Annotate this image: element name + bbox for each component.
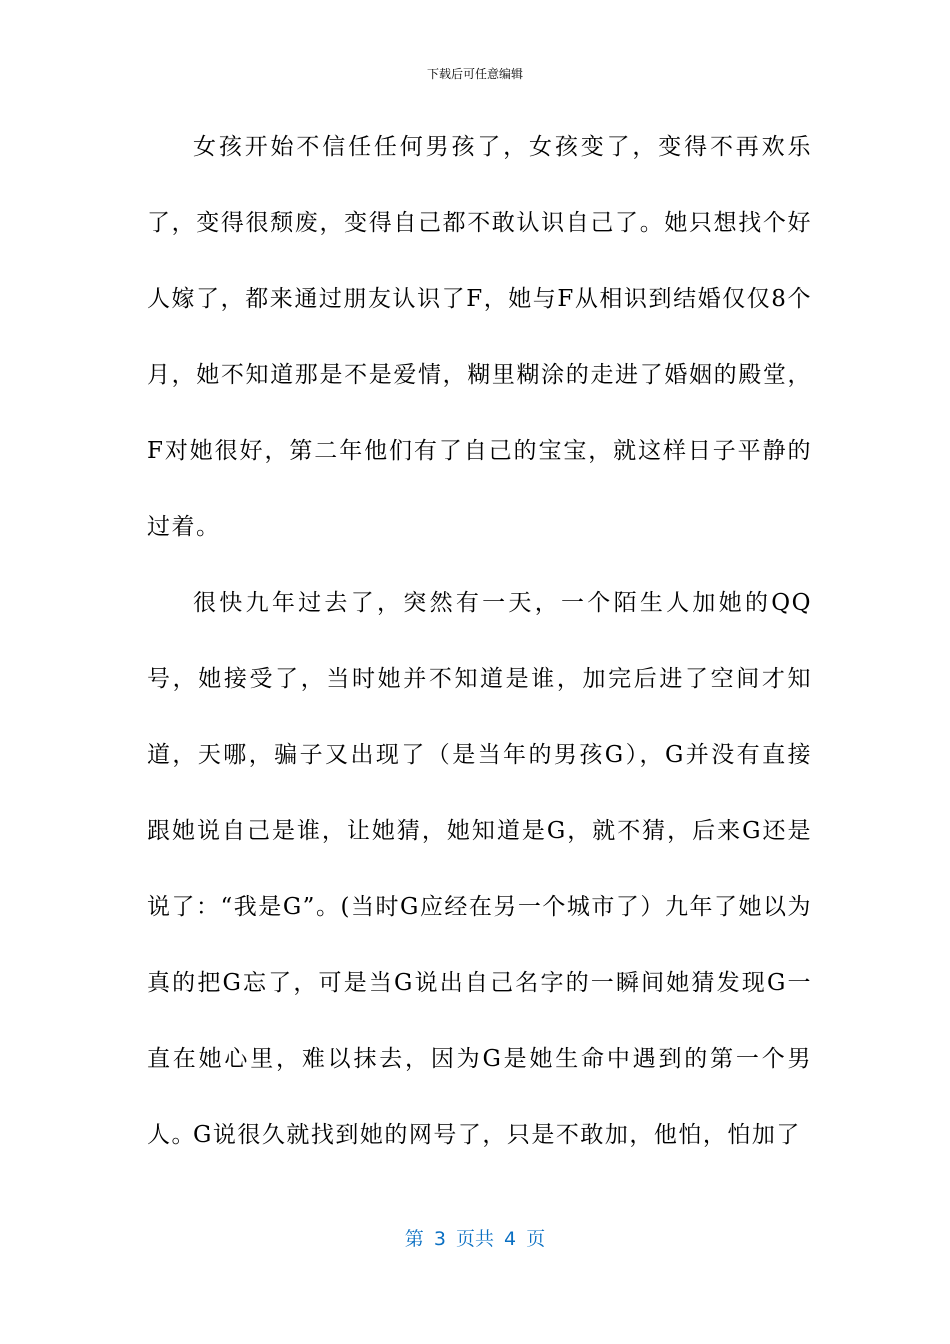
paragraph-1: 女孩开始不信任任何男孩了，女孩变了，变得不再欢乐了，变得很颓废，变得自己都不敢认识自己了。她只想找个好人嫁了，都来通过朋友认识了F，她与F从相识到结婚仅仅8个月，她不知道那是不是爱情，糊里糊涂的走进了婚姻的殿堂，F对她很好，第二年他们有了自己的宝宝，就这样日子平静的过着。 bbox=[147, 134, 812, 540]
footer-total-pages: 4 bbox=[504, 1228, 517, 1250]
footer-prefix: 第 bbox=[404, 1228, 424, 1250]
paragraph-3-block bbox=[147, 1097, 812, 1173]
footer-current-page: 3 bbox=[433, 1228, 446, 1250]
paragraph-1-block bbox=[147, 109, 812, 565]
footer-suffix: 页 bbox=[526, 1228, 546, 1250]
page-footer bbox=[0, 1227, 950, 1251]
paragraph-2-block bbox=[147, 565, 812, 1173]
paragraph-2: 很快九年过去了，突然有一天，一个陌生人加她的QQ号，她接受了，当时她并不知道是谁，加完后进了空间才知道，天哪，骗子又出现了（是当年的男孩G），G并没有直接跟她说自己是谁，让她猜，她知道是G，就不猜，后来G还是说了：“我是G”。(当时G应经在另一个城市了）九年了她以为真的把G忘了，可是当G说出自己名字的一瞬间她猜发现G一直在她心里，难以抹去，因为G是她生命中遇到的第一个男人。 bbox=[147, 590, 812, 1148]
footer-middle: 页共 bbox=[455, 1228, 494, 1250]
header-note: 下载后可任意编辑 bbox=[426, 67, 523, 81]
paragraph-3: G说很久就找到她的网号了，只是不敢加，他怕，怕加了 bbox=[193, 1122, 801, 1148]
